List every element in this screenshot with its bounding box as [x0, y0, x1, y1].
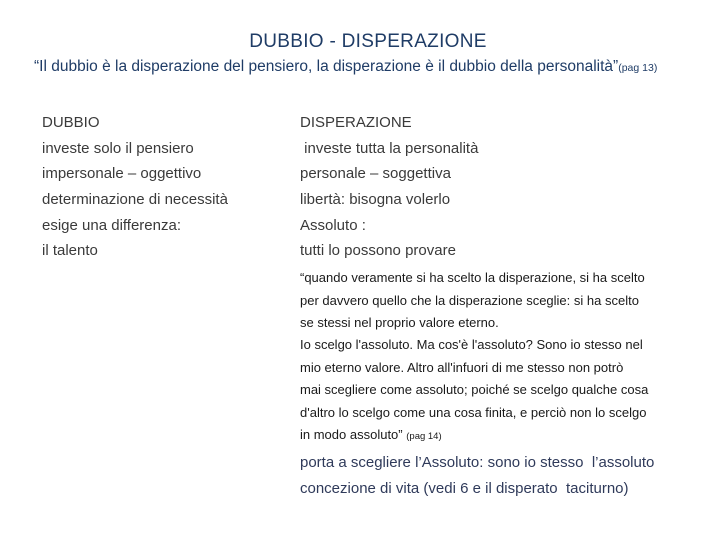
- quote-line: d'altro lo scelgo come una cosa finita, e perciò non lo scelgo: [300, 404, 647, 420]
- kierkegaard-quote: [300, 267, 710, 448]
- dubbio-item: determinazione di necessità: [42, 191, 228, 209]
- disperazione-item: tutti lo possono provare: [300, 242, 456, 260]
- quote-line: mio eterno valore. Altro all'infuori di me stesso non potrò: [300, 359, 624, 375]
- dubbio-item: il talento: [42, 242, 98, 260]
- quote-line: Io scelgo l'assoluto. Ma cos'è l'assoluto? Sono io stesso nel: [300, 337, 643, 353]
- disperazione-heading: DISPERAZIONE: [300, 114, 412, 131]
- subtitle-text: “Il dubbio è la disperazione del pensiero, la disperazione è il dubbio della personalità”: [34, 58, 619, 75]
- quote-last-line: [300, 424, 710, 448]
- quote-line: in modo assoluto”: [300, 426, 403, 442]
- disperazione-column: [300, 110, 710, 502]
- disperazione-item: personale – soggettiva: [300, 165, 451, 183]
- quote-page-ref: (pag 14): [406, 430, 442, 442]
- conclusion-line: concezione di vita (vedi 6 e il disperato taciturno): [300, 480, 629, 498]
- quote-line: mai scegliere come assoluto; poiché se scelgo qualche cosa: [300, 382, 649, 398]
- subtitle-quote: [34, 58, 720, 76]
- dubbio-item: impersonale – oggettivo: [42, 165, 202, 183]
- dubbio-item: investe solo il pensiero: [42, 139, 194, 157]
- disperazione-item: libertà: bisogna volerlo: [300, 191, 451, 209]
- dubbio-item: esige una differenza:: [42, 216, 181, 234]
- dubbio-column: [42, 110, 282, 264]
- quote-line: se stessi nel proprio valore eterno.: [300, 314, 499, 330]
- conclusion-line: porta a scegliere l’Assoluto: sono io stesso l’assoluto: [300, 454, 655, 472]
- disperazione-conclusion: [300, 450, 710, 501]
- dubbio-heading: DUBBIO: [42, 114, 100, 131]
- subtitle-page-ref: (pag 13): [618, 62, 658, 74]
- quote-line: per davvero quello che la disperazione sceglie: si ha scelto: [300, 292, 639, 308]
- disperazione-item: investe tutta la personalità: [300, 139, 479, 157]
- page-title: DUBBIO - DISPERAZIONE: [249, 31, 487, 52]
- quote-line: “quando veramente si ha scelto la disperazione, si ha scelto: [300, 270, 645, 286]
- disperazione-item: Assoluto :: [300, 216, 366, 234]
